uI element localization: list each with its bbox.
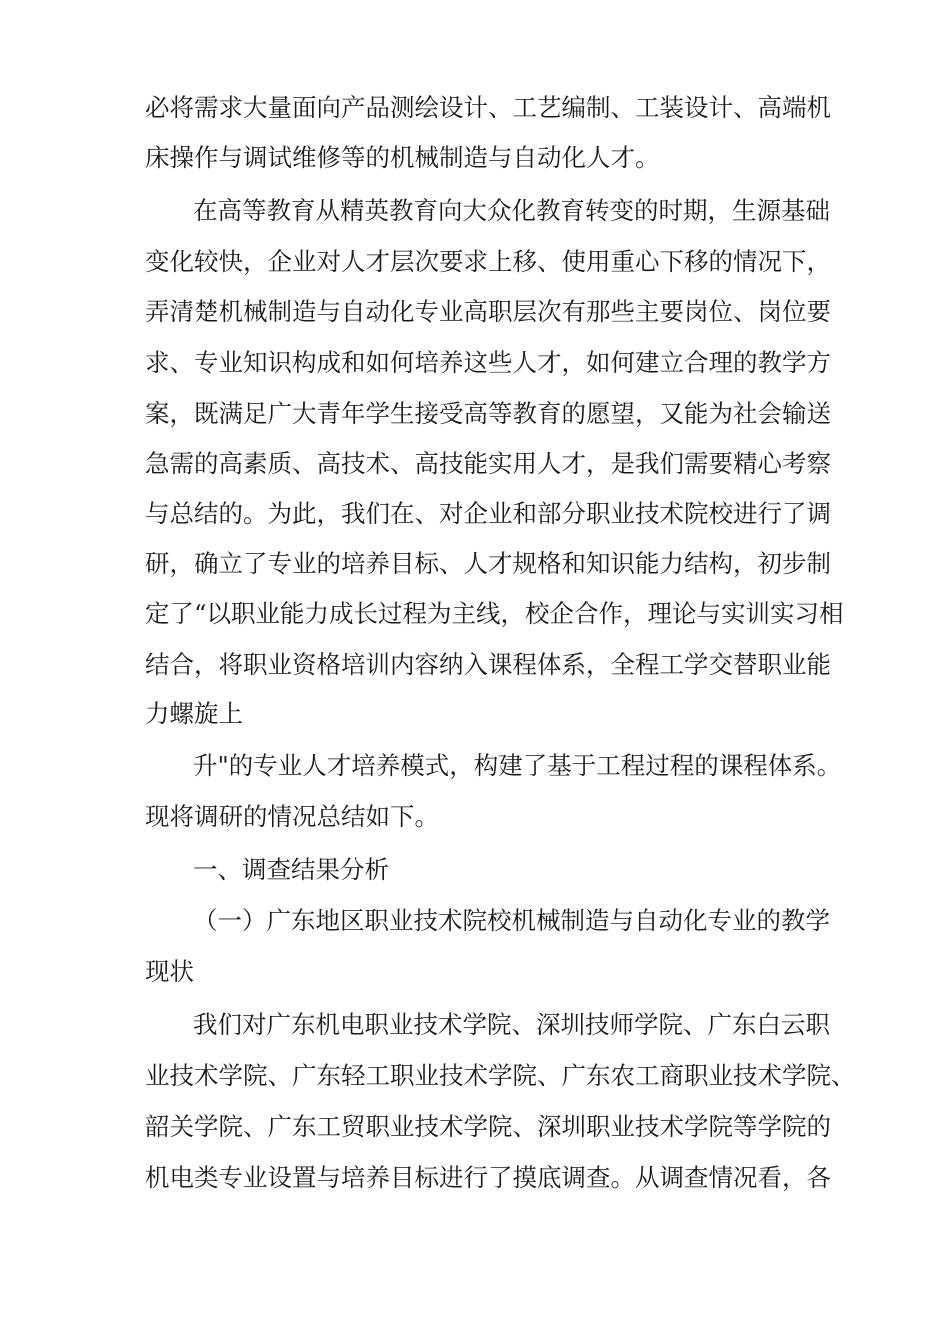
text-line: 急需的高素质、高技术、高技能实用人才，是我们需要精心考察 xyxy=(145,449,831,478)
text-line: 案，既满足广大青年学生接受高等教育的愿望，又能为社会输送 xyxy=(145,399,831,428)
text-line: 现将调研的情况总结如下。 xyxy=(145,802,439,831)
subsection-heading: 现状 xyxy=(145,957,194,986)
text-line: 结合，将职业资格培训内容纳入课程体系，全程工学交替职业能 xyxy=(145,650,831,679)
text-line: 力螺旋上 xyxy=(145,699,243,728)
text-line: 求、专业知识构成和如何培养这些人才，如何建立合理的教学方 xyxy=(145,348,831,377)
text-line: 定了“以职业能力成长过程为主线，校企合作，理论与实训实习相 xyxy=(145,599,844,628)
text-line: 我们对广东机电职业技术学院、深圳技师学院、广东白云职 xyxy=(193,1010,830,1039)
text-line: 升"的专业人才培养模式，构建了基于工程过程的课程体系。 xyxy=(193,751,842,780)
text-line: 韶关学院、广东工贸职业技术学院、深圳职业技术学院等学院的 xyxy=(145,1112,831,1141)
text-line: 变化较快，企业对人才层次要求上移、使用重心下移的情况下， xyxy=(145,247,831,276)
section-heading: 一、调查结果分析 xyxy=(193,855,389,884)
subsection-heading: （一）广东地区职业技术院校机械制造与自动化专业的教学 xyxy=(193,906,830,935)
text-line: 研，确立了专业的培养目标、人才规格和知识能力结构，初步制 xyxy=(145,549,831,578)
text-line: 床操作与调试维修等的机械制造与自动化人才。 xyxy=(145,143,660,172)
text-line: 机电类专业设置与培养目标进行了摸底调查。从调查情况看，各 xyxy=(145,1163,831,1192)
text-line: 业技术学院、广东轻工职业技术学院、广东农工商职业技术学院、 xyxy=(145,1061,856,1090)
text-line: 弄清楚机械制造与自动化专业高职层次有那些主要岗位、岗位要 xyxy=(145,297,831,326)
text-line: 必将需求大量面向产品测绘设计、工艺编制、工装设计、高端机 xyxy=(145,93,831,122)
text-line: 与总结的。为此，我们在、对企业和部分职业技术院校进行了调 xyxy=(145,499,831,528)
text-line: 在高等教育从精英教育向大众化教育转变的时期，生源基础 xyxy=(193,196,830,225)
